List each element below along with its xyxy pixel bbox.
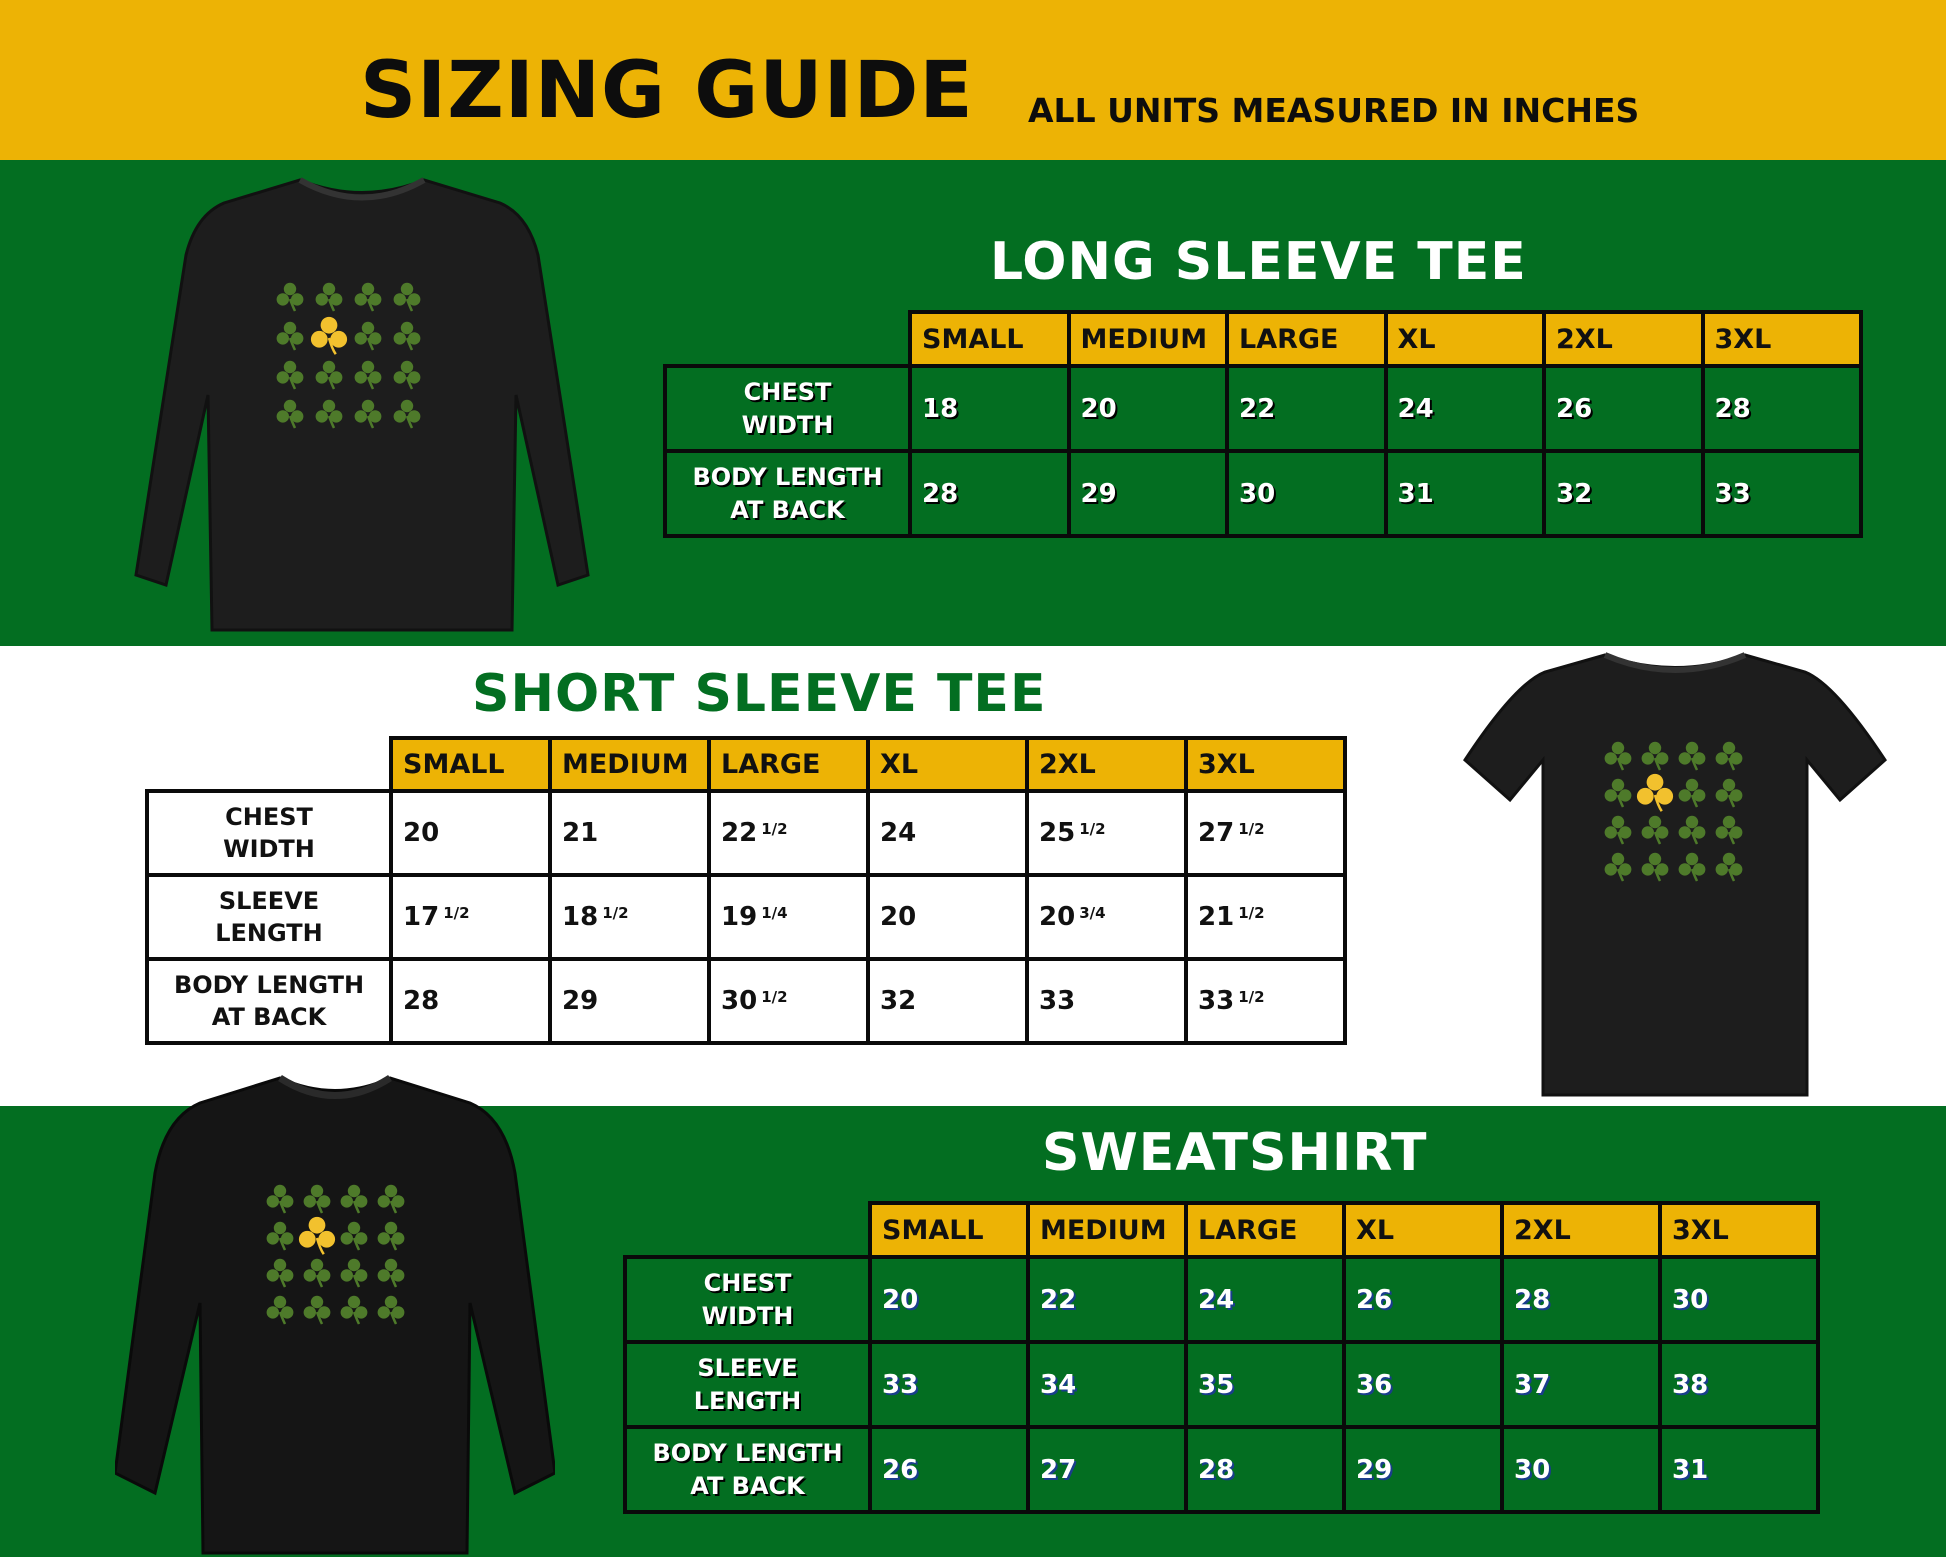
value-number: 28: [922, 478, 959, 509]
long-sleeve-size-table: [663, 310, 1863, 538]
table-row: [625, 1342, 1818, 1427]
size-value: [391, 959, 550, 1043]
size-header-2xl: 2XL: [1027, 738, 1186, 791]
value-number: 32: [1556, 478, 1593, 509]
value-number: 26: [882, 1454, 919, 1485]
value-number: 18: [922, 393, 959, 424]
size-value: [550, 875, 709, 959]
value-number: 30: [1672, 1284, 1709, 1315]
size-header-large: LARGE: [1227, 312, 1386, 366]
row-label-line: AT BACK: [690, 1471, 805, 1500]
long-sleeve-shirt-image: [128, 175, 596, 635]
value-number: 20: [880, 902, 917, 932]
value-number: 33: [1714, 478, 1751, 509]
size-header-small: SMALL: [910, 312, 1069, 366]
size-value: [1544, 366, 1703, 451]
size-value: [870, 1427, 1028, 1512]
size-value: [1186, 791, 1345, 875]
size-value: [709, 875, 868, 959]
value-number: 21: [562, 818, 599, 848]
row-label-line: WIDTH: [741, 410, 834, 439]
row-label-line: BODY LENGTH: [692, 463, 883, 492]
value-number: 33: [1198, 986, 1235, 1016]
size-value: [868, 791, 1027, 875]
size-header-3xl: 3XL: [1186, 738, 1345, 791]
row-label-line: LENGTH: [693, 1386, 802, 1415]
value-number: 33: [1039, 986, 1076, 1016]
value-number: 38: [1672, 1369, 1709, 1400]
size-header-2xl: 2XL: [1544, 312, 1703, 366]
size-value: [1069, 451, 1228, 536]
size-value: [1544, 451, 1703, 536]
value-number: 28: [1514, 1284, 1551, 1315]
value-fraction: 1/2: [602, 904, 629, 922]
value-number: 20: [1080, 393, 1117, 424]
short-sleeve-shirt-image: [1455, 650, 1895, 1100]
value-number: 29: [1356, 1454, 1393, 1485]
size-value: [1027, 875, 1186, 959]
value-number: 29: [1080, 478, 1117, 509]
size-value: [910, 451, 1069, 536]
size-header-small: SMALL: [391, 738, 550, 791]
value-number: 20: [403, 818, 440, 848]
value-number: 26: [1556, 393, 1593, 424]
size-value: [550, 959, 709, 1043]
size-value: [870, 1257, 1028, 1342]
value-number: 20: [882, 1284, 919, 1315]
value-number: 24: [880, 818, 917, 848]
table-row: [625, 1427, 1818, 1512]
table-row: [665, 366, 1861, 451]
size-header-small: SMALL: [870, 1203, 1028, 1257]
row-label-line: CHEST: [743, 378, 832, 407]
size-value: [1186, 959, 1345, 1043]
value-fraction: 1/2: [1079, 820, 1106, 838]
size-header-medium: MEDIUM: [550, 738, 709, 791]
row-label-line: BODY LENGTH: [652, 1439, 843, 1468]
size-value: [870, 1342, 1028, 1427]
value-number: 21: [1198, 902, 1235, 932]
value-fraction: 1/4: [761, 904, 788, 922]
size-header-large: LARGE: [1186, 1203, 1344, 1257]
size-header-medium: MEDIUM: [1069, 312, 1228, 366]
value-fraction: 1/2: [761, 820, 788, 838]
value-number: 34: [1040, 1369, 1077, 1400]
size-header-3xl: 3XL: [1660, 1203, 1818, 1257]
row-label-line: WIDTH: [701, 1301, 794, 1330]
size-value: [868, 875, 1027, 959]
size-value: [1344, 1342, 1502, 1427]
size-value: [550, 791, 709, 875]
size-header-2xl: 2XL: [1502, 1203, 1660, 1257]
size-value: [1502, 1342, 1660, 1427]
row-label-line: CHEST: [225, 802, 313, 831]
row-label-line: BODY LENGTH: [173, 970, 365, 999]
value-number: 22: [1040, 1284, 1077, 1315]
value-number: 22: [721, 818, 758, 848]
value-number: 18: [562, 902, 599, 932]
value-number: 20: [1039, 902, 1076, 932]
row-label-line: AT BACK: [730, 495, 845, 524]
row-label-line: SLEEVE: [697, 1354, 798, 1383]
row-label-line: SLEEVE: [218, 886, 320, 915]
row-label: [147, 791, 391, 875]
row-label: [665, 366, 910, 451]
size-value: [1703, 366, 1862, 451]
size-value: [1344, 1427, 1502, 1512]
size-value: [1660, 1427, 1818, 1512]
size-value: [1186, 1342, 1344, 1427]
table-row: [147, 959, 1345, 1043]
size-value: [1069, 366, 1228, 451]
size-value: [910, 366, 1069, 451]
row-label: [147, 959, 391, 1043]
size-value: [1028, 1427, 1186, 1512]
value-number: 29: [562, 986, 599, 1016]
value-number: 22: [1239, 393, 1276, 424]
value-number: 35: [1198, 1369, 1235, 1400]
value-fraction: 1/2: [1238, 820, 1265, 838]
size-header-medium: MEDIUM: [1028, 1203, 1186, 1257]
sweatshirt-size-table: [623, 1201, 1820, 1514]
value-number: 28: [1714, 393, 1751, 424]
size-value: [1502, 1427, 1660, 1512]
value-number: 31: [1397, 478, 1434, 509]
value-number: 24: [1397, 393, 1434, 424]
size-value: [1227, 366, 1386, 451]
sweatshirt-title: SWEATSHIRT: [1042, 1123, 1428, 1183]
size-value: [1028, 1257, 1186, 1342]
size-header-xl: XL: [868, 738, 1027, 791]
value-fraction: 1/2: [443, 904, 470, 922]
size-value: [1227, 451, 1386, 536]
row-label-line: LENGTH: [215, 919, 323, 947]
table-row: [625, 1257, 1818, 1342]
row-label-line: CHEST: [703, 1269, 792, 1298]
size-value: [1386, 451, 1545, 536]
page-title: SIZING GUIDE: [360, 46, 974, 136]
long-sleeve-title: LONG SLEEVE TEE: [990, 232, 1527, 292]
value-number: 30: [1239, 478, 1276, 509]
value-number: 28: [403, 986, 440, 1016]
sweatshirt-image: [115, 1073, 555, 1557]
value-number: 19: [721, 902, 758, 932]
value-fraction: 3/4: [1079, 904, 1106, 922]
page-subtitle: ALL UNITS MEASURED IN INCHES: [1028, 91, 1640, 130]
table-row: [665, 451, 1861, 536]
short-sleeve-size-table: [145, 736, 1347, 1045]
value-fraction: 1/2: [1238, 988, 1265, 1006]
value-number: 25: [1039, 818, 1076, 848]
value-number: 32: [880, 986, 917, 1016]
value-number: 30: [1514, 1454, 1551, 1485]
size-value: [1660, 1257, 1818, 1342]
size-value: [1502, 1257, 1660, 1342]
row-label: [625, 1257, 870, 1342]
size-value: [391, 791, 550, 875]
row-label: [625, 1342, 870, 1427]
value-number: 27: [1198, 818, 1235, 848]
value-fraction: 1/2: [1238, 904, 1265, 922]
size-header-large: LARGE: [709, 738, 868, 791]
row-label-line: WIDTH: [223, 835, 315, 863]
value-number: 27: [1040, 1454, 1077, 1485]
size-value: [1186, 875, 1345, 959]
size-value: [391, 875, 550, 959]
size-value: [1386, 366, 1545, 451]
size-value: [709, 959, 868, 1043]
size-value: [1186, 1257, 1344, 1342]
size-value: [1344, 1257, 1502, 1342]
size-value: [1186, 1427, 1344, 1512]
size-header-3xl: 3XL: [1703, 312, 1862, 366]
size-value: [1027, 959, 1186, 1043]
value-number: 36: [1356, 1369, 1393, 1400]
value-number: 17: [403, 902, 440, 932]
row-label: [147, 875, 391, 959]
size-value: [1660, 1342, 1818, 1427]
size-value: [1703, 451, 1862, 536]
size-value: [1027, 791, 1186, 875]
value-number: 28: [1198, 1454, 1235, 1485]
row-label: [665, 451, 910, 536]
value-number: 26: [1356, 1284, 1393, 1315]
value-number: 24: [1198, 1284, 1235, 1315]
value-number: 30: [721, 986, 758, 1016]
size-value: [1028, 1342, 1186, 1427]
short-sleeve-title: SHORT SLEEVE TEE: [472, 664, 1047, 724]
size-header-xl: XL: [1344, 1203, 1502, 1257]
table-row: [147, 875, 1345, 959]
value-number: 37: [1514, 1369, 1551, 1400]
row-label: [625, 1427, 870, 1512]
row-label-line: AT BACK: [211, 1003, 327, 1031]
size-value: [868, 959, 1027, 1043]
size-value: [709, 791, 868, 875]
value-fraction: 1/2: [761, 988, 788, 1006]
table-row: [147, 791, 1345, 875]
size-header-xl: XL: [1386, 312, 1545, 366]
value-number: 31: [1672, 1454, 1709, 1485]
value-number: 33: [882, 1369, 919, 1400]
